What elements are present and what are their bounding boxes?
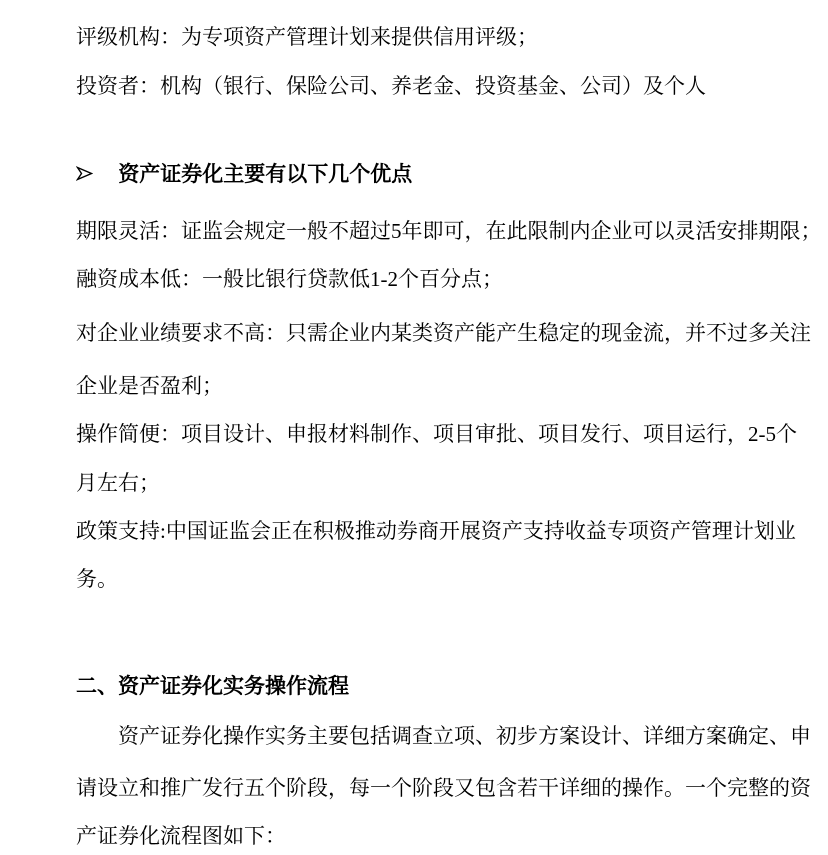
paragraph-low-financing-cost: 融资成本低：一般比银行贷款低1-2个百分点； bbox=[76, 267, 503, 291]
paragraph-simple-operation-line2: 月左右； bbox=[76, 471, 160, 495]
paragraph-rating-agency: 评级机构：为专项资产管理计划来提供信用评级； bbox=[76, 25, 538, 49]
paragraph-simple-operation-line1: 操作简便：项目设计、申报材料制作、项目审批、项目发行、项目运行，2-5个 bbox=[76, 422, 797, 446]
paragraph-performance-requirement-line1: 对企业业绩要求不高：只需企业内某类资产能产生稳定的现金流，并不过多关注 bbox=[76, 321, 811, 345]
arrow-bullet-icon bbox=[76, 165, 93, 182]
paragraph-policy-support-line2: 务。 bbox=[76, 567, 118, 591]
section-heading-process: 二、资产证券化实务操作流程 bbox=[76, 674, 349, 698]
paragraph-policy-support-line1: 政策支持:中国证监会正在积极推动券商开展资产支持收益专项资产管理计划业 bbox=[76, 519, 796, 543]
paragraph-process-intro-line1: 资产证券化操作实务主要包括调查立项、初步方案设计、详细方案确定、申 bbox=[118, 724, 811, 748]
paragraph-process-intro-line2: 请设立和推广发行五个阶段，每一个阶段又包含若干详细的操作。一个完整的资 bbox=[76, 776, 811, 800]
paragraph-performance-requirement-line2: 企业是否盈利； bbox=[76, 374, 223, 398]
bullet-heading-advantages bbox=[76, 161, 412, 188]
paragraph-flexible-term: 期限灵活：证监会规定一般不超过5年即可，在此限制内企业可以灵活安排期限； bbox=[76, 219, 822, 243]
bullet-heading-text: 资产证券化主要有以下几个优点 bbox=[118, 162, 413, 186]
paragraph-process-intro-line3: 产证券化流程图如下： bbox=[76, 824, 286, 848]
paragraph-investors: 投资者：机构（银行、保险公司、养老金、投资基金、公司）及个人 bbox=[76, 74, 706, 98]
